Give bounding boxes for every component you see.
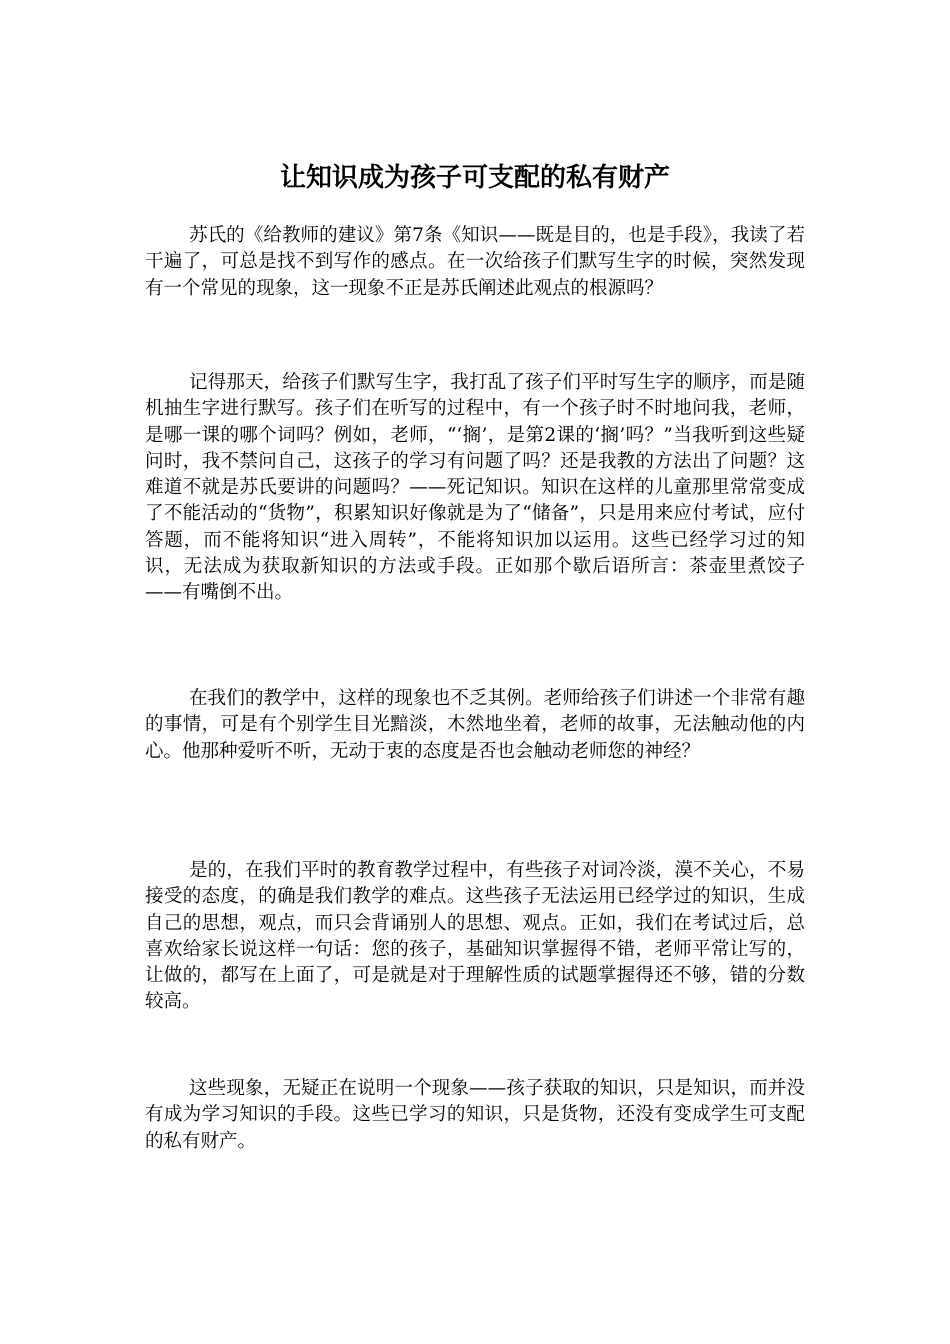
paragraph-1: 苏氏的《给教师的建议》第7条《知识——既是目的，也是手段》，我读了若干遍了，可总是找不到写作的感点。在一次给孩子们默写生字的时候，突然发现有一个常见的现象，这一现象不正是苏氏阐述此观点的根源吗？ bbox=[145, 225, 805, 299]
paragraph-3: 在我们的教学中，这样的现象也不乏其例。老师给孩子们讲述一个非常有趣的事情，可是有个别学生目光黯淡，木然地坐着，老师的故事，无法触动他的内心。他那种爱听不听，无动于衷的态度是否也会触动老师您的神经？ bbox=[145, 688, 805, 762]
paragraph-5: 这些现象，无疑正在说明一个现象——孩子获取的知识，只是知识，而并没有成为学习知识的手段。这些已学习的知识，只是货物，还没有变成学生可支配的私有财产。 bbox=[145, 1078, 805, 1152]
paragraph-4: 是的，在我们平时的教育教学过程中，有些孩子对词冷淡，漠不关心，不易接受的态度，的确是我们教学的难点。这些孩子无法运用已经学过的知识，生成自己的思想，观点，而只会背诵别人的思想、观点。正如，我们在考试过后，总喜欢给家长说这样一句话：您的孩子，基础知识掌握得不错，老师平常让写的，让做的，都写在上面了，可是就是对于理解性质的试题掌握得还不够，错的分数较高。 bbox=[145, 860, 805, 1013]
paragraph-2: 记得那天，给孩子们默写生字，我打乱了孩子们平时写生字的顺序，而是随机抽生字进行默写。孩子们在听写的过程中，有一个孩子时不时地问我，老师，是哪一课的哪个词吗？例如，老师，“‘搁’，是第2课的‘搁’吗？”当我听到这些疑问时，我不禁问自己，这孩子的学习有问题了吗？还是我教的方法出了问题？这难道不就是苏氏要讲的问题吗？——死记知识。知识在这样的儿童那里常常变成了不能活动的“货物”，积累知识好像就是为了“储备”，只是用来应付考试，应付答题，而不能将知识“进入周转”，不能将知识加以运用。这些已经学习过的知识，无法成为获取新知识的方法或手段。正如那个歇后语所言：茶壶里煮饺子——有嘴倒不出。 bbox=[145, 372, 805, 604]
document-title: 让知识成为孩子可支配的私有财产 bbox=[279, 163, 670, 193]
